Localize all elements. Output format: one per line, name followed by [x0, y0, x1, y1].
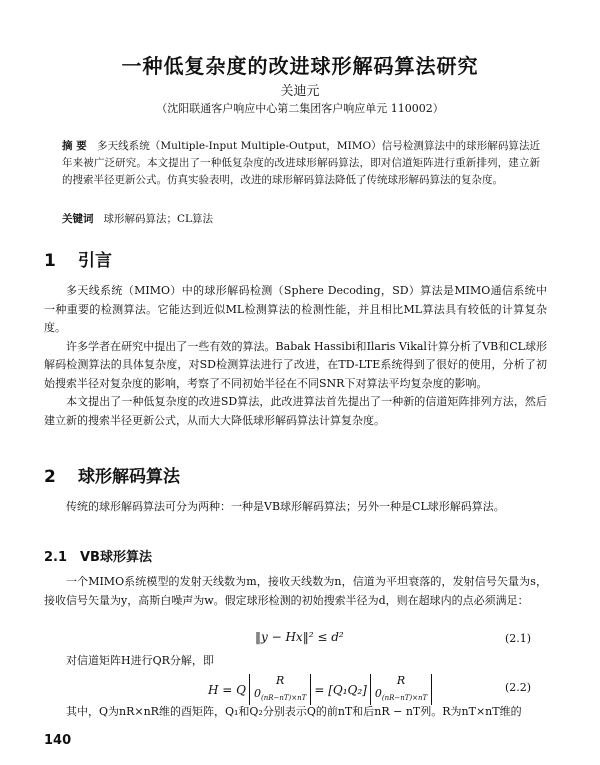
abstract: [62, 138, 540, 189]
paragraph-q-def: [44, 703, 547, 722]
eq2-r: R: [276, 674, 285, 687]
paragraph: 许多学者在研究中提出了一些有效的算法。Babak Hassibi和Ilaris Vikal计算分析了VB和CL球形解码检测算法的具体复杂度，对SD检测算法进行了改进，在TD-LTE系统得到了很好的使用，分析了初始搜索半径对复杂度的影响，考察了不同初始半径在不同SNR下对算法平均复杂度的影响。: [44, 339, 547, 390]
keywords-label: 关键词: [62, 213, 94, 225]
subsection-2-1-title: VB球形算法: [80, 550, 152, 565]
subsection-2-1-heading: [44, 546, 152, 565]
eq2-matrix-left: [249, 674, 311, 705]
abstract-label: 摘 要: [62, 140, 87, 152]
paragraph: 其中，Q为nR×nR维的酉矩阵，Q₁和Q₂分别表示Q的前nT和后nR − nT列。R为nT×nT维的: [66, 705, 522, 718]
paragraph: 多天线系统（MIMO）中的球形解码检测（Sphere Decoding，SD）算法是MIMO通信系统中一种重要的检测算法。它能达到近似ML检测算法的检测性能，并且相比ML算法具有较低的计算复杂度。: [44, 284, 547, 334]
paragraph: 对信道矩阵H进行QR分解，即: [66, 654, 214, 667]
section-2-title: 球形解码算法: [78, 467, 180, 487]
author-name: 关迪元: [280, 84, 320, 99]
subsection-2-1-number: 2.1: [44, 550, 68, 565]
paragraph: 传统的球形解码算法可分为两种：一种是VB球形解码算法；另外一种是CL球形解码算法。: [66, 500, 505, 513]
eq2-matrix-right: [370, 674, 432, 705]
equation-2-2-number: (2.2): [505, 681, 532, 694]
page-number: 140: [44, 733, 72, 748]
section-1-title: 引言: [78, 251, 112, 271]
section-1-number: 1: [44, 251, 56, 271]
eq2-mid: = [Q₁Q₂]: [314, 682, 367, 697]
section-2-body: [44, 498, 547, 517]
paragraph-qr: [44, 652, 547, 671]
eq2-zero: $0_{(nR-nT)\times nT}$: [254, 687, 307, 703]
author-affiliation: （沈阳联通客户响应中心第二集团客户响应单元 110002）: [156, 102, 444, 115]
equation-2-1-number: (2.1): [505, 632, 532, 645]
section-2-number: 2: [44, 467, 56, 487]
section-1-heading: [44, 246, 112, 271]
abstract-text: 多天线系统（Multiple-Input Multiple-Output，MIMO）信号检测算法中的球形解码算法近年来被广泛研究。本文提出了一种低复杂度的改进球形解码算法，即对信道矩阵进行重新排列，建立新的搜索半径更新公式。仿真实验表明，改进的球形解码算法降低了传统球形解码算法的复杂度。: [62, 140, 540, 186]
eq2-r: R: [396, 674, 406, 687]
section-1-body: [44, 282, 547, 430]
section-2-heading: [44, 462, 180, 487]
subsection-2-1-body: [44, 573, 547, 610]
keywords: [62, 211, 213, 226]
paragraph: 本文提出了一种低复杂度的改进SD算法，此改进算法首先提出了一种新的信道矩阵排列方法，然后建立新的搜索半径更新公式，从而大大降低球形解码算法计算复杂度。: [44, 395, 547, 427]
paragraph: 一个MIMO系统模型的发射天线数为m，接收天线数为n，信道为平坦衰落的，发射信号矢量为s，接收信号矢量为y，高斯白噪声为w。假定球形检测的初始搜索半径为d，则在超球内的点必须满足：: [44, 575, 547, 607]
eq2-zero: $0_{(nR-nT)\times nT}$: [374, 687, 428, 703]
paper-title: 一种低复杂度的改进球形解码算法研究: [121, 54, 479, 78]
keywords-text: 球形解码算法；CL算法: [103, 213, 214, 225]
equation-2-1: ‖y − Hx‖² ≤ d²: [255, 630, 344, 644]
equation-2-2: [208, 674, 432, 705]
eq2-lhs: H = Q: [208, 682, 246, 697]
